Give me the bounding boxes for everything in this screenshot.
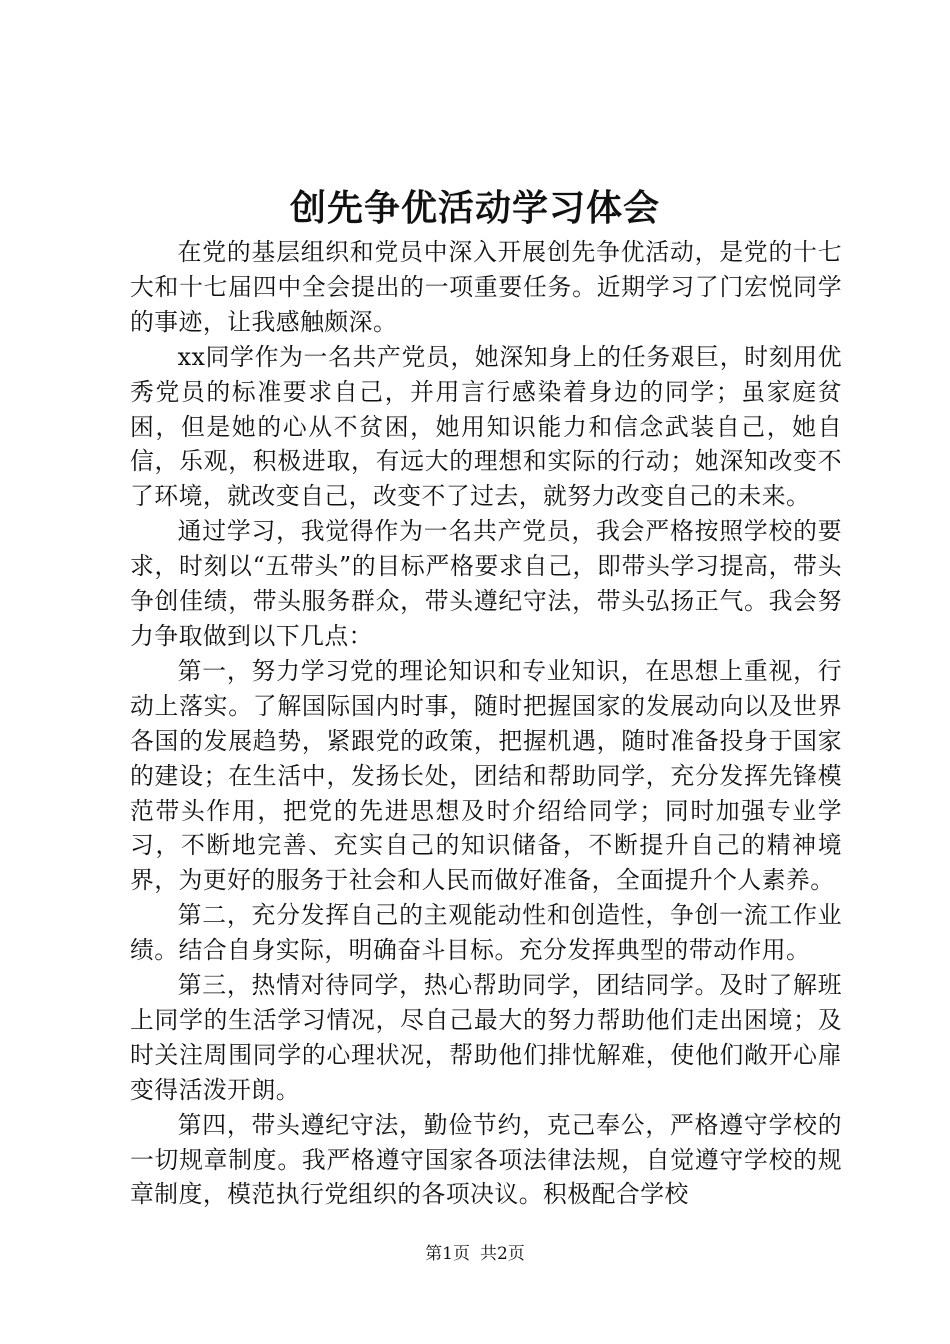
document-title: 创先争优活动学习体会: [289, 187, 660, 229]
document-body: [130, 235, 842, 1212]
paragraph: 通过学习，我觉得作为一名共产党员，我会严格按照学校的要求，时刻以“五带头”的目标严格要求自己，即带头学习提高，带头争创佳绩，带头服务群众，带头遵纪守法，带头弘扬正气。我会努力争取做到以下几点：: [130, 517, 842, 650]
page-total: 共2页: [480, 1244, 525, 1264]
paragraph: 在党的基层组织和党员中深入开展创先争优活动，是党的十七大和十七届四中全会提出的一项重要任务。近期学习了门宏悦同学的事迹，让我感触颇深。: [130, 238, 842, 336]
paragraph: 第四，带头遵纪守法，勤俭节约，克己奉公，严格遵守学校的一切规章制度。我严格遵守国家各项法律法规，自觉遵守学校的规章制度，模范执行党组织的各项决议。积极配合学校: [130, 1110, 842, 1209]
page-footer: [0, 1242, 950, 1266]
page-number: 第1页: [425, 1244, 470, 1264]
paragraph: 第三，热情对待同学，热心帮助同学，团结同学。及时了解班上同学的生活学习情况，尽自己最大的努力帮助他们走出困境；及时关注周围同学的心理状况，帮助他们排忧解难，使他们敞开心扉变得活泼开朗。: [130, 971, 842, 1104]
paragraph: xx同学作为一名共产党员，她深知身上的任务艰巨，时刻用优秀党员的标准要求自己，并用言行感染着身边的同学；虽家庭贫困，但是她的心从不贫困，她用知识能力和信念武装自己，她自信，乐观，积极进取，有远大的理想和实际的行动；她深知改变不了环境，就改变自己，改变不了过去，就努力改变自己的未来。: [130, 342, 842, 511]
paragraph: 第一，努力学习党的理论知识和专业知识，在思想上重视，行动上落实。了解国际国内时事，随时把握国家的发展动向以及世界各国的发展趋势，紧跟党的政策，把握机遇，随时准备投身于国家的建设；在生活中，发扬长处，团结和帮助同学，充分发挥先锋模范带头作用，把党的先进思想及时介绍给同学；同时加强专业学习，不断地完善、充实自己的知识储备，不断提升自己的精神境界，为更好的服务于社会和人民而做好准备，全面提升个人素养。: [130, 656, 842, 895]
paragraph: 第二，充分发挥自己的主观能动性和创造性，争创一流工作业绩。结合自身实际，明确奋斗目标。充分发挥典型的带动作用。: [130, 901, 842, 965]
